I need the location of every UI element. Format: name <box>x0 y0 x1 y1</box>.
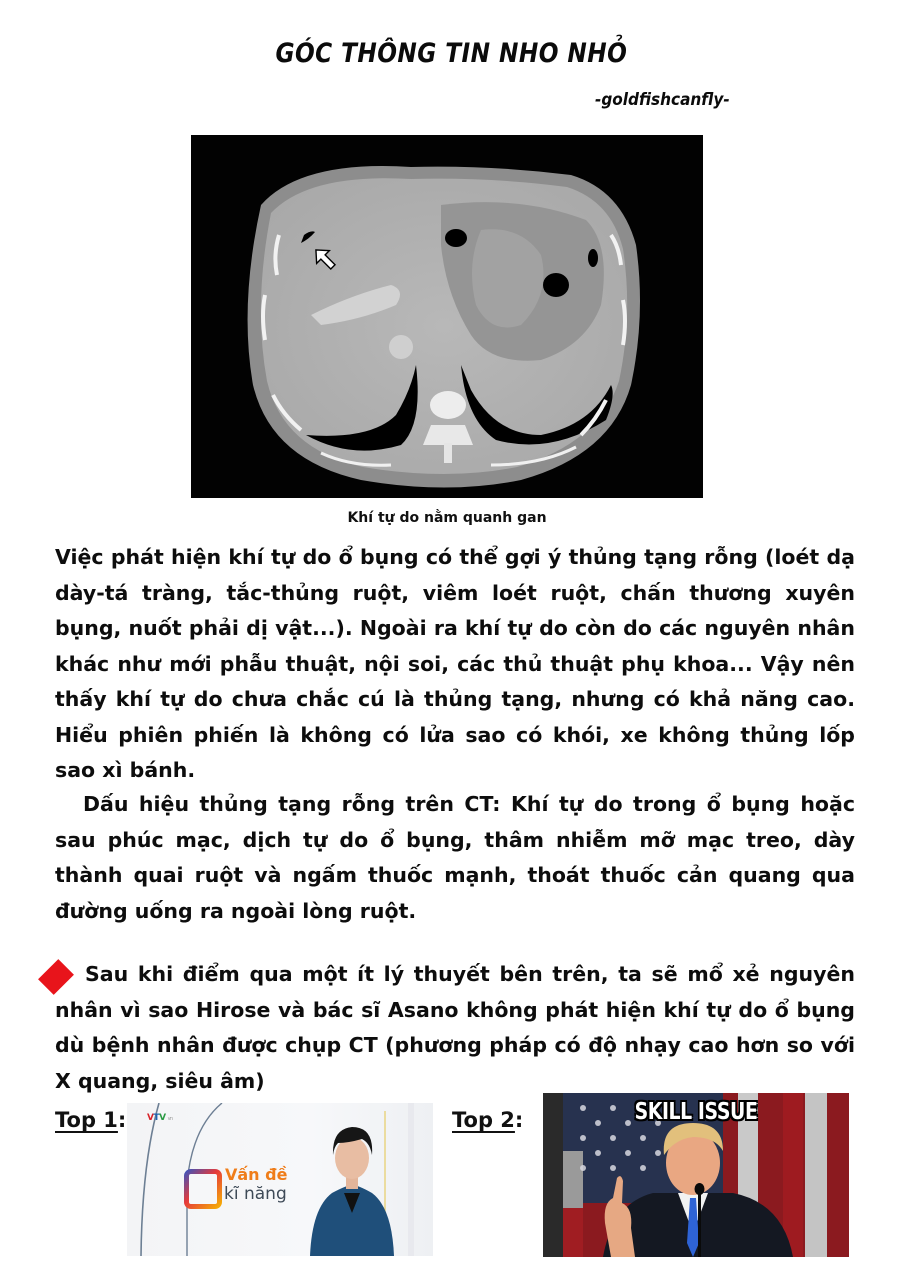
top2-meme-image <box>543 1093 849 1257</box>
ct-scan-image <box>191 135 703 498</box>
paragraph-analysis-intro: Sau khi điểm qua một ít lý thuyết bên trên, ta sẽ mổ xẻ nguyên nhân vì sao Hirose và bác sĩ Asano không phát hiện khí tự do ổ bụng dù bệnh nhân được chụp CT (phương pháp có độ nhạy cao hơn so với X quang, siêu âm) <box>55 962 855 1093</box>
top2-label-colon: : <box>514 1108 524 1132</box>
program-title-line2: kĩ năng <box>224 1184 287 1204</box>
paragraph-ct-signs: Dấu hiệu thủng tạng rỗng trên CT: Khí tự do trong ổ bụng hoặc sau phúc mạc, dịch tự do ổ bụng, thâm nhiễm mỡ mạc treo, dày thành quai ruột và ngấm thuốc mạnh, thoát thuốc cản quang qua đường uống ra ngoài lòng ruột. <box>55 792 855 923</box>
presenter-figure <box>302 1113 402 1256</box>
figure-caption: Khí tự do nằm quanh gan <box>347 510 547 526</box>
top1-image <box>127 1103 433 1256</box>
top1-label-colon: : <box>117 1108 127 1132</box>
top1-label-text: Top 1 <box>55 1108 118 1132</box>
top2-label-text: Top 2 <box>452 1108 515 1132</box>
program-logo-icon <box>184 1169 222 1209</box>
vtv-logo: VTV vn <box>147 1113 173 1123</box>
program-title-line1: Vấn đề <box>225 1165 288 1184</box>
meme-caption: SKILL ISSUE <box>634 1099 758 1125</box>
page-title: GÓC THÔNG TIN NHO NHỎ <box>275 38 628 69</box>
paragraph-free-air-causes: Việc phát hiện khí tự do ổ bụng có thể gợi ý thủng tạng rỗng (loét dạ dày-tá tràng, tắc-thủng ruột, viêm loét ruột, chấn thương xuyên bụng, nuốt phải dị vật...). Ngoài ra khí tự do còn do các nguyên nhân khác như mới phẫu thuật, nội soi, các thủ thuật phụ khoa... Vậy nên thấy khí tự do chưa chắc cú là thủng tạng, nhưng có khả năng cao. Hiểu phiên phiến là không có lửa sao có khói, xe không thủng lốp sao xì bánh. <box>55 545 855 782</box>
top1-label <box>55 1108 126 1132</box>
author-signature: -goldfishcanfly- <box>595 90 730 110</box>
top2-label <box>452 1108 523 1132</box>
